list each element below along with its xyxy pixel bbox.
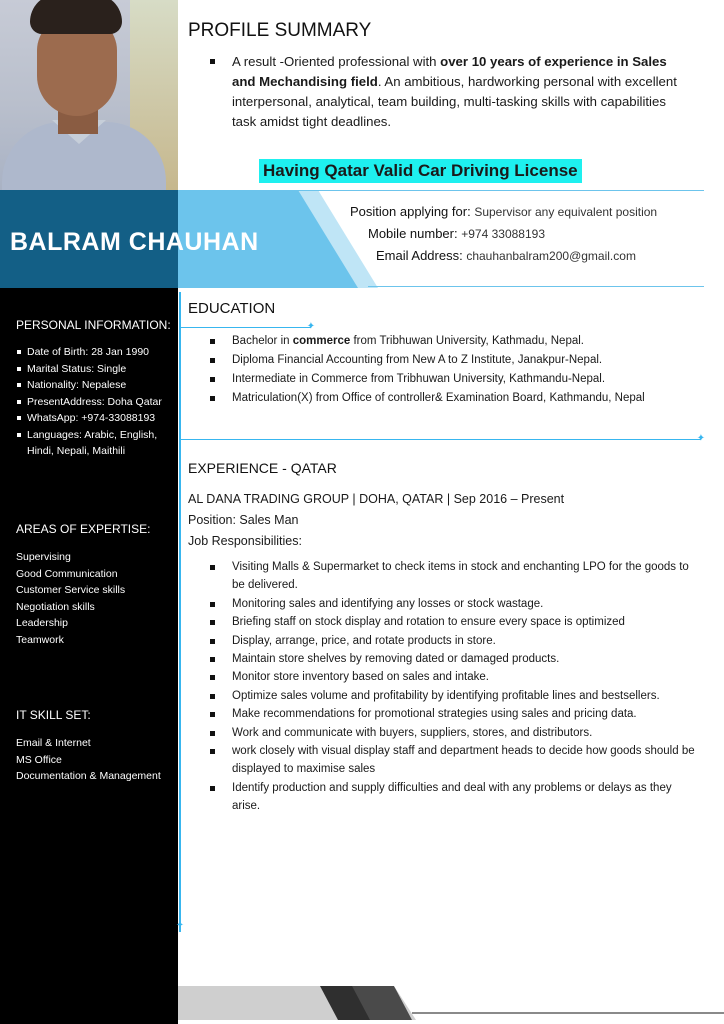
profile-photo	[0, 0, 178, 190]
email-address	[376, 248, 636, 263]
education-degree-prefix: Bachelor in	[232, 335, 293, 347]
profile-text-start: A result -Oriented professional with	[232, 54, 441, 69]
email-value: chauhanbalram200@gmail.com	[466, 249, 636, 263]
experience-title: EXPERIENCE - QATAR	[188, 460, 337, 476]
education-item: Matriculation(X) from Office of controller& Examination Board, Kathmandu, Nepal	[188, 389, 708, 408]
expertise-item: Leadership	[16, 617, 68, 629]
banner-divider-top	[298, 190, 704, 191]
experience-position: Position: Sales Man	[188, 513, 299, 527]
personal-info-item: Nationality: Nepalese	[16, 377, 178, 394]
position-label: Position applying for:	[350, 204, 471, 219]
expertise-title: AREAS OF EXPERTISE:	[16, 522, 151, 536]
profile-summary-text	[188, 52, 688, 132]
position-value: Supervisor any equivalent position	[474, 205, 658, 219]
education-title: EDUCATION	[188, 300, 276, 317]
it-skill-item: Email & Internet	[16, 737, 91, 749]
position-applying	[350, 204, 657, 219]
profile-text-end: . An ambitious, hardworking personal with excellent interpersonal, analytical, team building, multi-tasking skills with capabilities task amidst tight deadlines.	[232, 74, 677, 129]
responsibility-item: Maintain store shelves by removing dated or damaged products.	[188, 650, 696, 668]
mobile-number	[368, 226, 545, 241]
expertise-item: Supervising	[16, 551, 71, 563]
personal-info-item: WhatsApp: +974-33088193	[16, 410, 178, 427]
expertise-item: Teamwork	[16, 633, 64, 646]
personal-info-item: PresentAddress: Doha Qatar	[16, 394, 178, 411]
responsibility-item: Briefing staff on stock display and rotation to ensure every space is optimized	[188, 613, 696, 631]
education-item	[188, 332, 708, 351]
education-underline	[181, 327, 311, 328]
education-item: Diploma Financial Accounting from New A to Z Institute, Janakpur-Nepal.	[188, 351, 708, 370]
accent-star-icon: ✦	[696, 433, 706, 444]
expertise-item: Customer Service skills	[16, 584, 126, 596]
responsibility-item: Identify production and supply difficulties and deal with any problems or delays as they arise.	[188, 779, 696, 816]
expertise-item: Negotiation skills	[16, 600, 95, 613]
footer-panel	[394, 986, 724, 1020]
mobile-value: +974 33088193	[461, 227, 545, 241]
driving-license-highlight: Having Qatar Valid Car Driving License	[259, 159, 582, 183]
job-responsibilities-label: Job Responsibilities:	[188, 534, 302, 548]
profile-summary-title: PROFILE SUMMARY	[188, 20, 372, 41]
personal-info-item: Marital Status: Single	[16, 361, 178, 378]
responsibility-item: Make recommendations for promotional strategies using sales and pricing data.	[188, 705, 696, 723]
responsibility-item: Display, arrange, price, and rotate products in store.	[188, 632, 696, 650]
responsibility-item: Monitor store inventory based on sales and intake.	[188, 668, 696, 686]
photo-hair	[30, 0, 122, 34]
it-skill-item: MS Office	[16, 753, 62, 766]
expertise-item: Good Communication	[16, 567, 118, 580]
accent-star-icon: ✦	[175, 920, 185, 931]
email-label: Email Address:	[376, 248, 463, 263]
personal-info-item: Date of Birth: 28 Jan 1990	[16, 344, 178, 361]
education-list	[188, 332, 708, 408]
candidate-name: BALRAM CHAUHAN	[10, 228, 259, 256]
education-item: Intermediate in Commerce from Tribhuwan University, Kathmandu-Nepal.	[188, 370, 708, 389]
education-degree-source: from Tribhuwan University, Kathmadu, Nepal.	[350, 335, 584, 347]
timeline-vertical-line	[179, 292, 181, 932]
responsibility-item: work closely with visual display staff and department heads to decide how goods should be displayed to maximise sales	[188, 742, 696, 779]
footer-line	[412, 1012, 724, 1014]
it-skills-title: IT SKILL SET:	[16, 708, 91, 722]
responsibility-item: Work and communicate with buyers, suppliers, stores, and distributors.	[188, 724, 696, 742]
responsibility-item: Visiting Malls & Supermarket to check items in stock and enchanting LPO for the goods to be delivered.	[188, 558, 696, 595]
education-degree-field: commerce	[292, 335, 351, 347]
section-divider-line	[181, 439, 701, 440]
expertise-list	[16, 549, 178, 648]
responsibility-item: Monitoring sales and identifying any losses or stock wastage.	[188, 595, 696, 613]
personal-info-title: PERSONAL INFORMATION:	[16, 318, 171, 332]
accent-star-icon: ✦	[306, 321, 316, 332]
responsibilities-list	[188, 558, 696, 816]
personal-info-list	[16, 344, 178, 460]
mobile-label: Mobile number:	[368, 226, 458, 241]
responsibility-item: Optimize sales volume and profitability by identifying profitable lines and bestsellers.	[188, 687, 696, 705]
profile-summary	[188, 52, 688, 132]
profile-text-highlight: over 10 years of experience in Sales and Mechandising field	[232, 54, 667, 89]
banner-divider-bottom	[368, 286, 704, 287]
experience-company: AL DANA TRADING GROUP | DOHA, QATAR | Sep 2016 – Present	[188, 492, 565, 506]
personal-info-item: Languages: Arabic, English, Hindi, Nepali, Maithili	[16, 427, 178, 460]
it-skills-list	[16, 735, 178, 785]
it-skill-item: Documentation & Management	[16, 770, 161, 782]
